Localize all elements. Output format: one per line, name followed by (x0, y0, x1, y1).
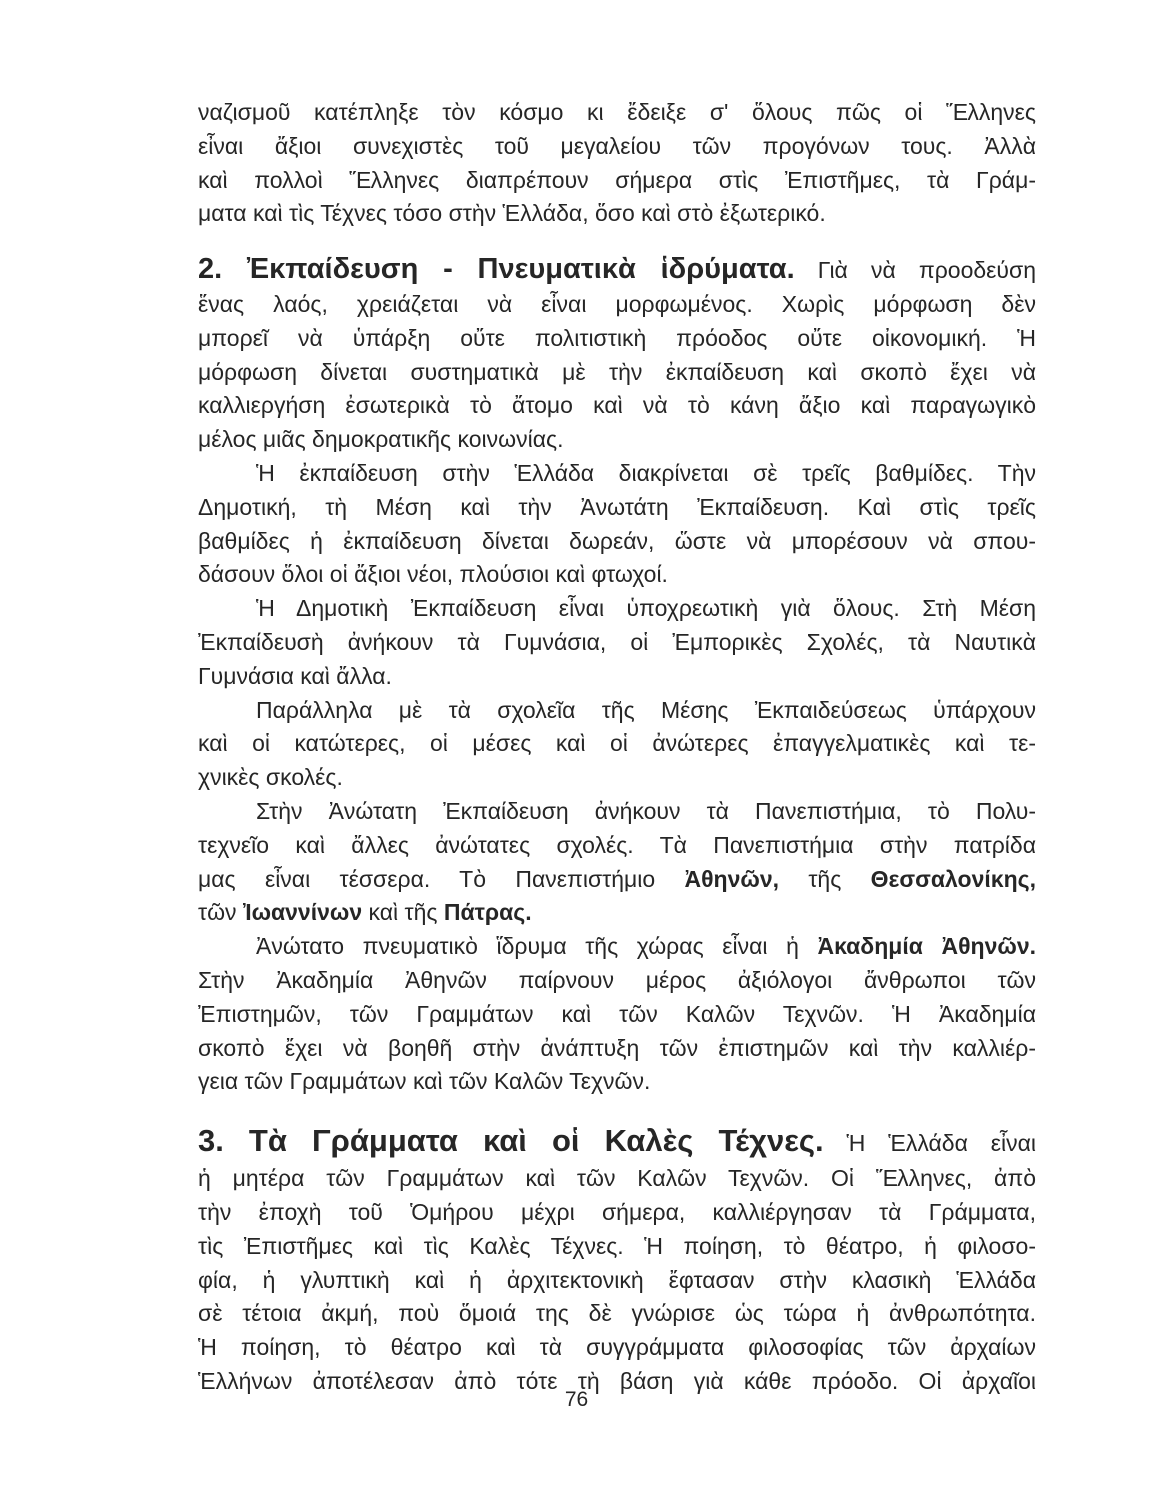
section-2-heading-line (198, 253, 1036, 288)
text-line: Γυμνάσια καὶ ἄλλα. (198, 662, 392, 689)
academy-athens: Ἀκαδημία Ἀθηνῶν. (817, 933, 1036, 960)
text-line: βαθμίδες ἡ ἐκπαίδευση δίνεται δωρεάν, ὥστε νὰ μπορέσουν νὰ σπου- (198, 527, 1036, 554)
text-line: μέλος μιᾶς δημοκρατικῆς κοινωνίας. (198, 426, 564, 453)
section-3-heading: 3. Τὰ Γράμματα καὶ οἱ Καλὲς Τέχνες. (198, 1123, 824, 1159)
text-line: ναζισμοῦ κατέπληξε τὸν κόσμο κι ἔδειξε σ' ὅλους πῶς οἱ Ἕλληνες (198, 99, 1036, 125)
academy-line (198, 930, 1036, 964)
text-line: εἶναι ἄξιοι συνεχιστὲς τοῦ μεγαλείου τῶν προγόνων τους. Ἀλλὰ (198, 132, 1036, 159)
university-ioannina: Ἰωαννίνων (242, 899, 363, 926)
text-line: Δημοτική, τὴ Μέση καὶ τὴν Ἀνωτάτη Ἐκπαίδευση. Καὶ στὶς τρεῖς (198, 493, 1036, 520)
text-line: Στὴν Ἀκαδημία Ἀθηνῶν παίρνουν μέρος ἀξιόλογοι ἄνθρωποι τῶν (198, 966, 1036, 993)
text-run: καὶ τῆς (368, 899, 438, 926)
section-3-heading-line (198, 1122, 1036, 1162)
text-line: δάσουν ὅλοι οἱ ἄξιοι νέοι, πλούσιοι καὶ φτωχοί. (198, 561, 668, 588)
text-line: ἕνας λαός, χρειάζεται νὰ εἶναι μορφωμένος. Χωρὶς μόρφωση δὲν (198, 290, 1036, 317)
text-line: μόρφωση δίνεται συστηματικὰ μὲ τὴν ἐκπαίδευση καὶ σκοπὸ ἔχει νὰ (198, 358, 1036, 385)
text-line: Ἡ ἐκπαίδευση στὴν Ἑλλάδα διακρίνεται σὲ τρεῖς βαθμίδες. Τὴν (256, 459, 1036, 486)
text-line: καὶ οἱ κατώτερες, οἱ μέσες καὶ οἱ ἀνώτερες ἐπαγγελματικὲς καὶ τε- (198, 730, 1036, 757)
text-line: Ἐκπαίδευσὴ ἀνήκουν τὰ Γυμνάσια, οἱ Ἐμπορικὲς Σχολές, τὰ Ναυτικὰ (198, 628, 1036, 655)
text-run: Ἡ Ἑλλάδα εἶναι (846, 1130, 1036, 1157)
text-line: σκοπὸ ἔχει νὰ βοηθῆ στὴν ἀνάπτυξη τῶν ἐπιστημῶν καὶ τὴν καλλιέρ- (198, 1034, 1036, 1061)
page-body (198, 96, 1036, 1399)
universities-line (198, 863, 1036, 897)
text-line: Ἐπιστημῶν, τῶν Γραμμάτων καὶ τῶν Καλῶν Τεχνῶν. Ἡ Ἀκαδημία (198, 1000, 1036, 1027)
text-line: ἡ μητέρα τῶν Γραμμάτων καὶ τῶν Καλῶν Τεχνῶν. Οἱ Ἕλληνες, ἀπὸ (198, 1165, 1036, 1192)
text-run: Γιὰ νὰ προοδεύση (817, 257, 1037, 284)
text-line: τὴν ἐποχὴ τοῦ Ὁμήρου μέχρι σήμερα, καλλιέργησαν τὰ Γράμματα, (198, 1198, 1036, 1225)
text-line: Ἡ Δημοτικὴ Ἐκπαίδευση εἶναι ὑποχρεωτικὴ γιὰ ὅλους. Στὴ Μέση (256, 595, 1036, 622)
text-run: τῆς (808, 865, 842, 892)
text-run: μας εἶναι τέσσερα. Τὸ Πανεπιστήμιο (198, 865, 656, 892)
text-line: καλλιεργήση ἐσωτερικὰ τὸ ἄτομο καὶ νὰ τὸ κάνη ἄξιο καὶ παραγωγικὸ (198, 392, 1036, 419)
page-number: 76 (564, 1388, 589, 1411)
text-line: χνικὲς σκολές. (198, 764, 343, 791)
text-line: ματα καὶ τὶς Τέχνες τόσο στὴν Ἑλλάδα, ὅσο καὶ στὸ ἐξωτερικό. (198, 200, 826, 227)
university-athens: Ἀθηνῶν, (684, 865, 780, 892)
text-run: Ἀνώτατο πνευματικὸ ἵδρυμα τῆς χώρας εἶναι ἡ (256, 933, 799, 960)
text-line: τεχνεῖο καὶ ἄλλες ἀνώτατες σχολές. Τὰ Πανεπιστήμια στὴν πατρίδα (198, 831, 1036, 858)
text-run: τῶν (198, 899, 237, 926)
university-thessaloniki: Θεσσαλονίκης, (870, 865, 1036, 892)
text-line: Ἑλλήνων ἀποτέλεσαν ἀπὸ τότε τὴ βάση γιὰ κάθε πρόοδο. Οἱ ἀρχαῖοι (198, 1367, 1036, 1394)
section-gap (198, 1099, 1036, 1122)
section-gap (198, 231, 1036, 253)
university-patras: Πάτρας. (443, 899, 532, 926)
text-line: Παράλληλα μὲ τὰ σχολεῖα τῆς Μέσης Ἐκπαιδεύσεως ὑπάρχουν (256, 696, 1036, 723)
section-2-heading: 2. Ἐκπαίδευση - Πνευματικὰ ἱδρύματα. (198, 253, 795, 286)
text-line: Στὴν Ἀνώτατη Ἐκπαίδευση ἀνήκουν τὰ Πανεπιστήμια, τὸ Πολυ- (256, 797, 1036, 824)
universities-line-2 (198, 896, 1036, 930)
text-line: Ἡ ποίηση, τὸ θέατρο καὶ τὰ συγγράμματα φιλοσοφίας τῶν ἀρχαίων (198, 1334, 1036, 1361)
text-line: καὶ πολλοὶ Ἕλληνες διαπρέπουν σήμερα στὶς Ἐπιστῆμες, τὰ Γράμ- (198, 166, 1036, 193)
text-line: γεια τῶν Γραμμάτων καὶ τῶν Καλῶν Τεχνῶν. (198, 1068, 651, 1095)
text-line: μπορεῖ νὰ ὑπάρξη οὔτε πολιτιστικὴ πρόοδος οὔτε οἰκονομική. Ἡ (198, 324, 1036, 351)
text-line: φία, ἡ γλυπτικὴ καὶ ἡ ἀρχιτεκτονικὴ ἔφτασαν στὴν κλασικὴ Ἑλλάδα (198, 1266, 1036, 1293)
text-line: σὲ τέτοια ἀκμή, ποὺ ὅμοιά της δὲ γνώρισε ὡς τώρα ἡ ἀνθρωπότητα. (198, 1300, 1036, 1327)
text-line: τὶς Ἐπιστῆμες καὶ τὶς Καλὲς Τέχνες. Ἡ ποίηση, τὸ θέατρο, ἡ φιλοσο- (198, 1232, 1036, 1259)
